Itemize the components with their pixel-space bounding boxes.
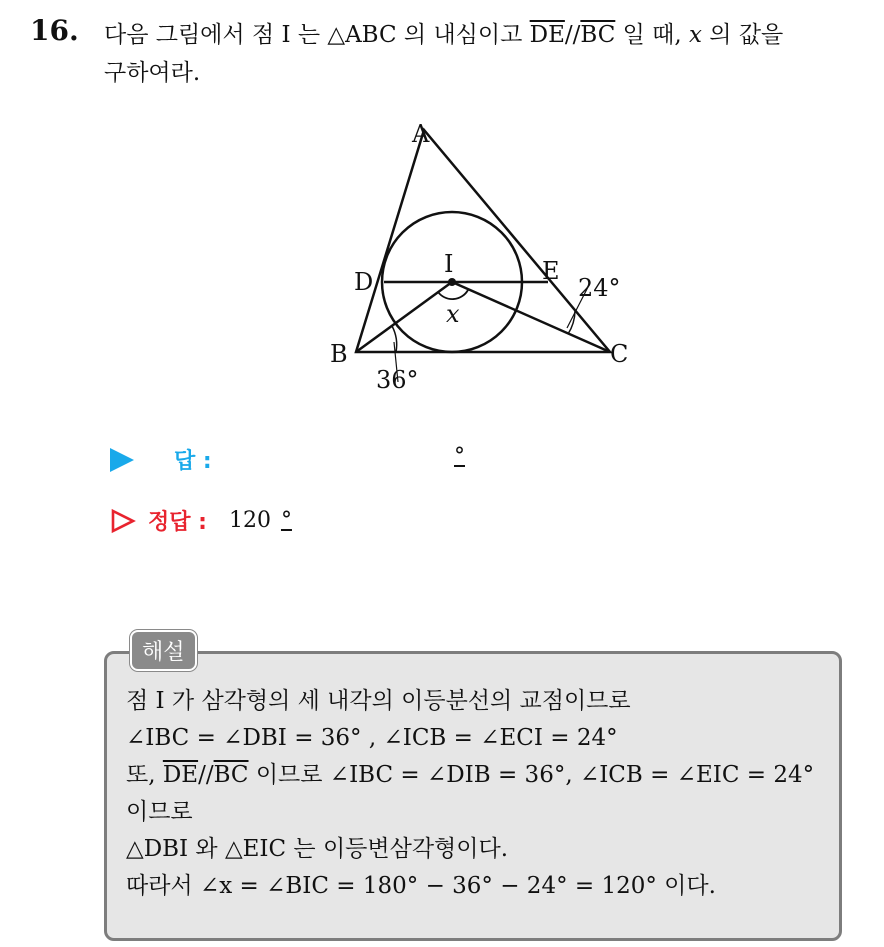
answer-label: 답 : [174, 449, 212, 474]
label-angle-c: 24° [578, 274, 621, 302]
answer-unit: ° [454, 444, 465, 469]
triangle-figure [320, 112, 640, 402]
label-a: A [412, 120, 430, 148]
explanation-line-1: 점 I 가 삼각형의 세 내각의 이등분선의 교점이므로 [126, 688, 631, 714]
explanation-text [126, 683, 836, 905]
point-i-dot [448, 278, 456, 286]
variable-x: x [689, 22, 702, 48]
explanation-line-5: △DBI 와 △EIC 는 이등변삼각형이다. [126, 836, 509, 862]
label-angle-b: 36° [376, 366, 419, 394]
explanation-line-6: 따라서 ∠x = ∠BIC = 180° − 36° − 24° = 120° 이다. [126, 873, 716, 899]
label-i: I [444, 250, 454, 278]
correct-unit: ° [280, 508, 292, 533]
correct-row [110, 505, 292, 536]
question-line2: 구하여라. [104, 60, 201, 86]
label-b: B [330, 340, 348, 368]
play-icon [110, 448, 134, 472]
label-d: D [354, 268, 374, 296]
parallel-symbol: // [564, 22, 581, 48]
explanation-tag: 해설 [130, 630, 197, 671]
answer-row [110, 444, 212, 475]
correct-label: 정답 : [148, 510, 207, 535]
label-c: C [610, 340, 629, 368]
question-part2: 일 때, [615, 22, 689, 48]
line3-segment-de: $\overline{DE}$ [162, 762, 199, 788]
explanation-line-3 [126, 757, 836, 794]
line3-segment-bc: $\overline{BC}$ [213, 762, 249, 788]
explanation-line-4: 이므로 [126, 799, 193, 825]
question-part3: 의 값을 [701, 22, 784, 48]
segment-bc: $\overline{BC}$ [580, 22, 616, 48]
explanation-line-2: ∠IBC = ∠DBI = 36° , ∠ICB = ∠ECI = 24° [126, 725, 618, 751]
label-e: E [542, 257, 560, 285]
segment-de: $\overline{DE}$ [529, 22, 565, 48]
label-x: x [446, 300, 460, 328]
play-outline-icon [110, 508, 136, 534]
question-number: 16. [30, 14, 79, 47]
correct-value: 120 [228, 508, 271, 533]
angle-x-arc [438, 290, 468, 299]
line3-rest: 이므로 ∠IBC = ∠DIB = 36°, ∠ICB = ∠EIC = 24° [248, 762, 815, 788]
line3-prefix: 또, [126, 762, 163, 788]
line3-parallel: // [198, 762, 214, 788]
question-part1: 다음 그림에서 점 I 는 △ABC 의 내심이고 [104, 22, 530, 48]
question-text [104, 16, 874, 92]
